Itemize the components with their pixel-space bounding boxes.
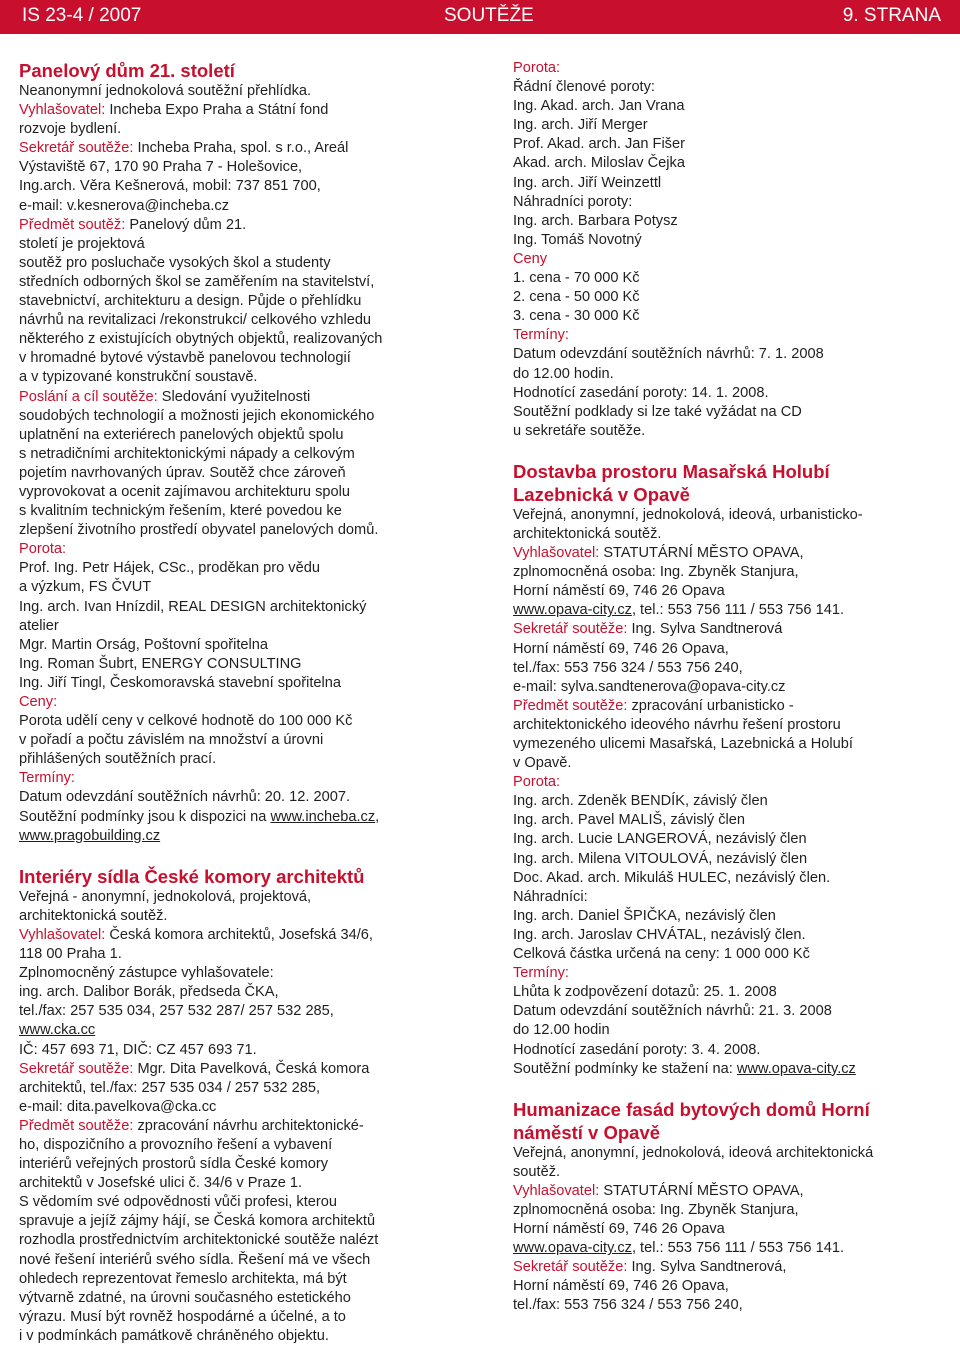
spacer (19, 846, 473, 865)
text-line: přihlášených soutěžních prací. (19, 751, 217, 768)
spacer (513, 1079, 945, 1098)
issue-label: IS 23-4 / 2007 (22, 5, 142, 26)
text-line (513, 601, 945, 620)
text-line: Doc. Akad. arch. Mikuláš HULEC, nezávislý člen. (513, 869, 831, 886)
text-line: v hromadné bytové výstavbě panelovou technologií (19, 350, 351, 367)
text-line: s netradičními architektonickými nápady a celkovým (19, 445, 355, 462)
text-line: soudobých technologií a možnosti jejich ekonomického (19, 407, 375, 424)
article-title: Panelový dům 21. století (19, 60, 235, 81)
text-line (19, 1021, 473, 1040)
text-line (19, 1117, 473, 1136)
text-line: Neanonymní jednokolová soutěžní přehlídka. (19, 83, 312, 99)
field-label: Vyhlašovatel: (513, 1182, 600, 1199)
text-fragment: , tel.: 553 756 111 / 553 756 141. (631, 602, 845, 619)
text-line: některého z existujících obytných objektů, realizovaných (19, 331, 383, 348)
text-line: soutěž pro posluchače vysokých škol a studenty (19, 254, 331, 271)
text-line (19, 808, 473, 827)
text-fragment: , tel.: 553 756 111 / 553 756 141. (631, 1240, 845, 1257)
text-line: Výstaviště 67, 170 90 Praha 7 - Holešovice, (19, 159, 303, 176)
field-label: Předmět soutěže: (19, 1117, 134, 1134)
text-line: i v podmínkách památkově chráněného objektu. (19, 1327, 329, 1344)
text-line: ing. arch. Dalibor Borák, předseda ČKA, (19, 984, 279, 1001)
text-line: Zplnomocněný zástupce vyhlašovatele: (19, 965, 274, 982)
text-line: Porota udělí ceny v celkové hodnotě do 100 000 Kč (19, 713, 353, 730)
text-line: výtvarně zdatné, na úrovni současného estetického (19, 1289, 351, 1306)
text-line: 1. cena - 70 000 Kč (513, 270, 640, 287)
field-label: Sekretář soutěže: (19, 140, 134, 157)
text-line: architektů, tel./fax: 257 535 034 / 257 532 285, (19, 1079, 321, 1096)
text-line: 2. cena - 50 000 Kč (513, 289, 640, 306)
text-line (513, 620, 945, 639)
text-line: Ing. Jiří Tingl, Českomoravská stavební spořitelna (19, 674, 342, 691)
text-line: Mgr. Martin Orság, Poštovní spořitelna (19, 636, 269, 653)
text-line (513, 697, 945, 716)
link-opava-city[interactable]: www.opava-city.cz (513, 1240, 632, 1257)
text-line: Náhradníci poroty: (513, 193, 633, 210)
text-line: Horní náměstí 69, 746 26 Opava, (513, 1278, 729, 1295)
link-cka[interactable]: www.cka.cc (19, 1022, 96, 1039)
text-line: Ing. arch. Jiří Merger (513, 117, 648, 134)
field-value: Mgr. Dita Pavelková, Česká komora (133, 1060, 370, 1077)
article-title: Humanizace fasád bytových domů Horní (513, 1098, 870, 1120)
text-line: uplatnění na exteriérech panelových objektů spolu (19, 426, 344, 443)
text-line: 3. cena - 30 000 Kč (513, 308, 640, 325)
text-line: Ing.arch. Věra Kešnerová, mobil: 737 851 700, (19, 178, 321, 195)
text-line: Náhradníci: (513, 888, 588, 905)
text-line: Horní náměstí 69, 746 26 Opava, (513, 640, 729, 657)
link-opava-city[interactable]: www.opava-city.cz (736, 1060, 856, 1077)
text-line: zplnomocněná osoba: Ing. Zbyněk Stanjura, (513, 564, 799, 581)
field-value: Incheba Praha, spol. s r.o., Areál (133, 140, 349, 157)
text-line: Akad. arch. Miloslav Čejka (513, 155, 685, 172)
field-label: Termíny: (513, 327, 569, 344)
text-line: u sekretáře soutěže. (513, 422, 646, 439)
text-line (19, 388, 473, 407)
article-interiery-cka (19, 865, 473, 1346)
article-panelovy-dum-continued (513, 59, 945, 441)
text-line: Ing. arch. Ivan Hnízdil, REAL DESIGN architektonický (19, 598, 367, 615)
text-line: Ing. arch. Zdeněk BENDÍK, závislý člen (513, 793, 768, 810)
field-label: Vyhlašovatel: (513, 545, 600, 562)
text-line: s kvalitním technickým řešením, které povedou ke (19, 503, 342, 520)
field-label: Porota: (513, 60, 561, 76)
field-label: Porota: (513, 774, 561, 791)
text-line: Prof. Ing. Petr Hájek, CSc., proděkan pro vědu (19, 560, 320, 577)
text-line: rozhodla prostřednictvím architektonické soutěže nalézt (19, 1232, 379, 1249)
text-line: Hodnotící zasedání poroty: 14. 1. 2008. (513, 384, 769, 401)
field-label: Sekretář soutěže: (513, 1259, 628, 1276)
text-line: do 12.00 hodin. (513, 365, 614, 382)
article-title: Interiéry sídla České komory architektů (19, 865, 365, 887)
article-title: náměstí v Opavě (513, 1121, 661, 1143)
text-line (19, 926, 473, 945)
field-label: Porota: (19, 541, 67, 558)
text-line: Ing. arch. Milena VITOULOVÁ, nezávislý člen (513, 850, 808, 867)
text-line: Horní náměstí 69, 746 26 Opava (513, 583, 725, 600)
text-line: a v typizované konstrukční soustavě. (19, 369, 258, 386)
field-value: zpracování návrhu architektonické- (133, 1117, 364, 1134)
text-line: interiérů veřejných prostorů sídla České komory (19, 1156, 329, 1173)
text-line: Prof. Akad. arch. Jan Fišer (513, 136, 685, 153)
text-line (19, 101, 473, 120)
text-line: tel./fax: 257 535 034, 257 532 287/ 257 532 285, (19, 1003, 334, 1020)
text-line: ho, dispozičního a provozního řešení a vybavení (19, 1136, 333, 1153)
text-line (513, 1182, 945, 1201)
text-line: vyprovokovat a ocenit zajímavou architekturu spolu (19, 483, 350, 500)
text-line: tel./fax: 553 756 324 / 553 756 240, (513, 1297, 743, 1314)
field-label: Sekretář soutěže: (513, 621, 628, 638)
text-line: Ing. Akad. arch. Jan Vrana (513, 98, 685, 115)
text-line: stavebnictví, architekturu a design. Půjde o přehlídku (19, 293, 362, 310)
text-line (513, 1258, 945, 1277)
text-line: do 12.00 hodin (513, 1022, 610, 1039)
text-line: zplnomocněná osoba: Ing. Zbyněk Stanjura, (513, 1201, 799, 1218)
article-humanizace-fasad (513, 1098, 945, 1316)
text-line: v Opavě. (513, 755, 572, 772)
text-line: vymezeného ulicemi Masařská, Lazebnická a Holubí (513, 736, 853, 752)
text-line: Ing. arch. Daniel ŠPIČKA, nezávislý člen (513, 907, 776, 924)
field-value: zpracování urbanisticko - (627, 697, 794, 714)
text-line: Soutěžní podklady si lze také vyžádat na CD (513, 403, 802, 420)
field-label: Termíny: (513, 965, 569, 982)
text-line: architektonická soutěž. (513, 525, 662, 542)
text-line (513, 544, 945, 563)
field-value: STATUTÁRNÍ MĚSTO OPAVA, (599, 545, 804, 562)
text-line: pojetím navrhovaných úprav. Soutěž chce zároveň (19, 464, 346, 481)
text-line: v pořadí a počtu závislém na množství a úrovni (19, 732, 324, 749)
text-line: a výzkum, FS ČVUT (19, 579, 152, 596)
text-line: Ing. arch. Pavel MALIŠ, závislý člen (513, 812, 745, 829)
field-label: Vyhlašovatel: (19, 102, 106, 119)
text-line: architektů v Josefské ulici č. 34/6 v Praze 1. (19, 1175, 303, 1192)
page-number: 9. STRANA (842, 5, 941, 26)
field-label: Sekretář soutěže: (19, 1060, 134, 1077)
text-line: soutěž. (513, 1163, 561, 1180)
text-line (19, 1060, 473, 1079)
left-column (19, 59, 473, 1346)
field-value: STATUTÁRNÍ MĚSTO OPAVA, (599, 1182, 804, 1199)
text-line: Datum odevzdání soutěžních návrhů: 20. 12. 2007. (19, 789, 351, 806)
text-line: spravuje a jejíž zájmy hájí, se Česká komora architektů (19, 1213, 376, 1230)
text-line: atelier (19, 617, 59, 634)
article-panelovy-dum (19, 59, 473, 846)
text-line: e-mail: sylva.sandtenerova@opava-city.cz (513, 678, 786, 695)
text-line: Veřejná, anonymní, jednokolová, ideová, urbanisticko- (513, 506, 863, 523)
text-line: ohledech reprezentovat řemeslo architekta, má být (19, 1270, 347, 1287)
page-header (0, 0, 960, 34)
field-label: Vyhlašovatel: (19, 926, 106, 943)
article-title: Dostavba prostoru Masařská Holubí (513, 460, 830, 482)
text-line: tel./fax: 553 756 324 / 553 756 240, (513, 659, 743, 676)
text-line: Datum odevzdání soutěžních návrhů: 21. 3. 2008 (513, 1003, 832, 1020)
text-line (19, 827, 473, 846)
text-line: Horní náměstí 69, 746 26 Opava (513, 1221, 725, 1238)
link-opava-city[interactable]: www.opava-city.cz (513, 602, 632, 619)
field-value: Ing. Sylva Sandtnerová (627, 621, 783, 638)
link-incheba[interactable]: www.incheba.cz (270, 808, 376, 825)
text-line (19, 216, 473, 235)
text-line: rozvoje bydlení. (19, 121, 122, 138)
field-label: Termíny: (19, 770, 75, 787)
text-line: IČ: 457 693 71, DIČ: CZ 457 693 71. (19, 1041, 257, 1058)
text-line: Hodnotící zasedání poroty: 3. 4. 2008. (513, 1041, 761, 1058)
field-value: Česká komora architektů, Josefská 34/6, (105, 926, 373, 943)
text-line: Ing. arch. Jaroslav CHVÁTAL, nezávislý člen. (513, 926, 806, 943)
text-line: Celková částka určená na ceny: 1 000 000 Kč (513, 946, 810, 963)
text-line: e-mail: dita.pavelkova@cka.cc (19, 1098, 217, 1115)
text-line: Ing. Roman Šubrt, ENERGY CONSULTING (19, 655, 302, 672)
text-line: e-mail: v.kesnerova@incheba.cz (19, 197, 230, 214)
text-line: Řádní členové poroty: (513, 79, 655, 96)
text-line (19, 139, 473, 158)
text-fragment: Soutěžní podmínky ke stažení na: (513, 1060, 737, 1077)
text-line (513, 1060, 945, 1079)
article-dostavba-opava (513, 460, 945, 1079)
text-line: zlepšení životního prostředí obyvatel panelových domů. (19, 522, 379, 539)
text-line: S vědomím své odpovědnosti vůči profesi, kterou (19, 1194, 337, 1211)
field-value: Panelový dům 21. (125, 216, 247, 233)
text-line: návrhů na revitalizaci /rekonstrukci/ celkového vzhledu (19, 312, 372, 329)
text-line: století je projektová (19, 235, 145, 252)
text-line: Veřejná - anonymní, jednokolová, projektová, (19, 888, 312, 905)
field-value: Incheba Expo Praha a Státní fond (105, 102, 329, 119)
field-label: Poslání a cíl soutěže: (19, 388, 158, 405)
text-line: architektonického ideového návrhu řešení prostoru (513, 716, 841, 733)
link-pragobuilding[interactable]: www.pragobuilding.cz (19, 827, 161, 844)
text-line: Veřejná, anonymní, jednokolová, ideová architektonická (513, 1144, 874, 1161)
field-label: Předmět soutěž: (19, 216, 126, 233)
text-fragment: , (375, 808, 380, 825)
field-value: Ing. Sylva Sandtnerová, (627, 1259, 787, 1276)
text-fragment: Soutěžní podmínky jsou k dispozici na (19, 808, 271, 825)
text-line: 118 00 Praha 1. (19, 946, 122, 963)
field-label: Předmět soutěže: (513, 697, 628, 714)
right-column (513, 59, 945, 1316)
spacer (513, 441, 945, 460)
field-label: Ceny (513, 250, 548, 267)
article-title: Lazebnická v Opavě (513, 483, 690, 505)
text-line: středních odborných škol se zaměřením na stavitelství, (19, 273, 375, 290)
text-line: Ing. arch. Jiří Weinzettl (513, 174, 662, 191)
text-line: výrazu. Musí být rovněž hospodárné a účelné, a to (19, 1308, 346, 1325)
text-line: Datum odevzdání soutěžních návrhů: 7. 1. 2008 (513, 346, 824, 363)
field-label: Ceny: (19, 694, 58, 710)
text-line: Ing. arch. Lucie LANGEROVÁ, nezávislý člen (513, 831, 807, 848)
field-value: Sledování využitelnosti (157, 388, 311, 405)
text-line: nové řešení interiérů svého sídla. Řešení má ve všech (19, 1251, 371, 1268)
text-line: Ing. arch. Barbara Potysz (513, 212, 678, 229)
section-label: SOUTĚŽE (444, 5, 534, 26)
text-line (513, 1239, 945, 1258)
text-line: Ing. Tomáš Novotný (513, 231, 642, 248)
text-line: architektonická soutěž. (19, 907, 168, 924)
text-line: Lhůta k zodpovězení dotazů: 25. 1. 2008 (513, 984, 777, 1001)
